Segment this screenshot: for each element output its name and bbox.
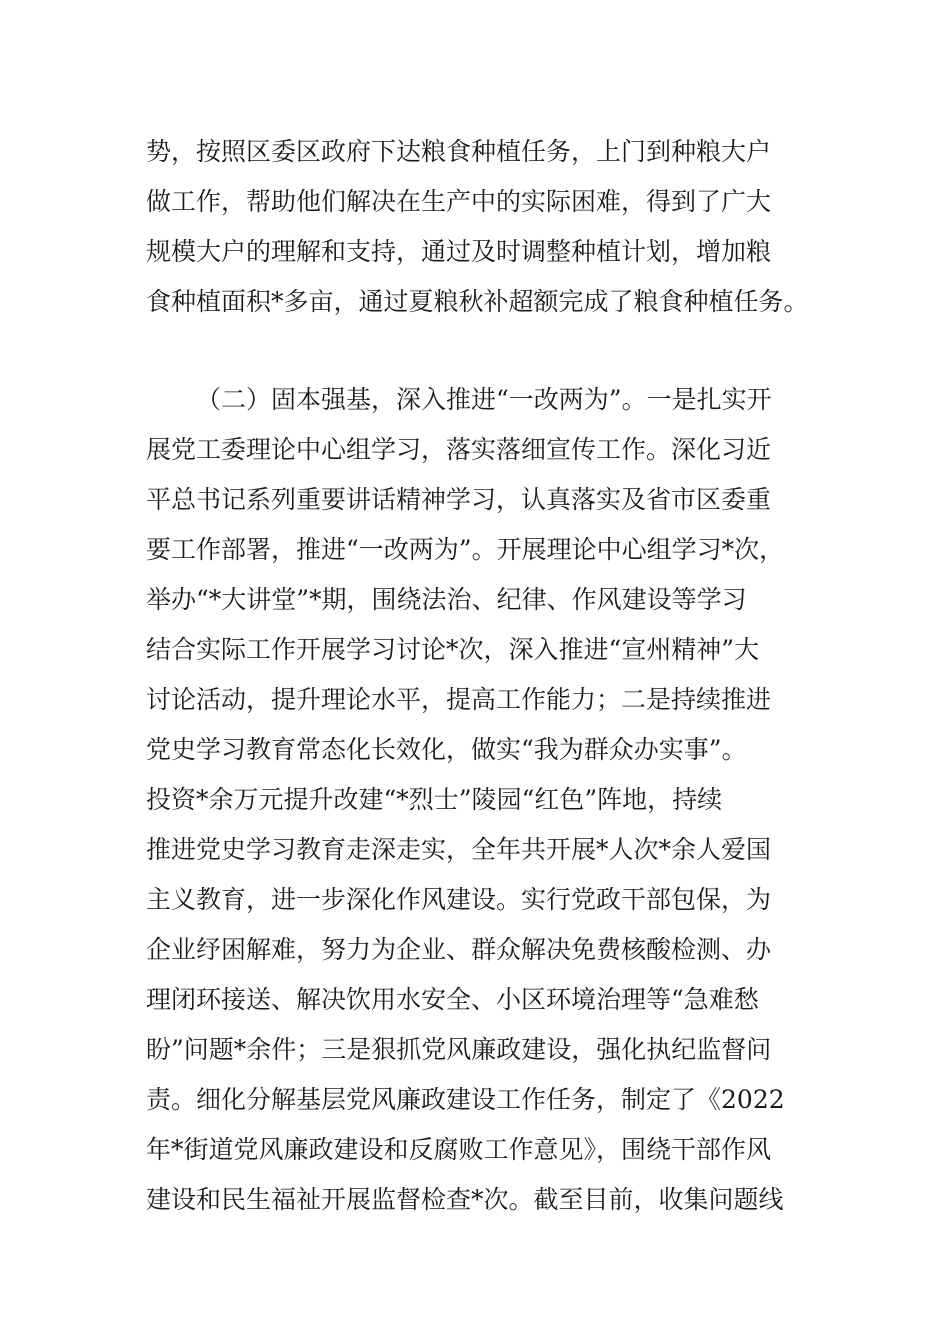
paragraph-2-line-15: 责。细化分解基层党风廉政建设工作任务，制定了《2022 (146, 1085, 785, 1114)
paragraph-2-line-12: 企业纾困解难，努力为企业、群众解决免费核酸检测、办 (146, 935, 772, 964)
paragraph-2-line-13: 理闭环接送、解决饮用水安全、小区环境治理等“急难愁 (146, 985, 759, 1014)
paragraph-1-line-2: 做工作，帮助他们解决在生产中的实际困难，得到了广大 (146, 187, 772, 216)
paragraph-2-line-6: 结合实际工作开展学习讨论*次，深入推进“宣州精神”大 (146, 635, 760, 664)
paragraph-2-line-10: 推进党史学习教育走深走实，全年共开展*人次*余人爱国 (146, 835, 772, 864)
paragraph-2-line-11: 主义教育，进一步深化作风建设。实行党政干部包保，为 (146, 885, 772, 914)
paragraph-1-line-3: 规模大户的理解和支持，通过及时调整种植计划，增加粮 (146, 237, 772, 266)
paragraph-2-line-16: 年*街道党风廉政建设和反腐败工作意见》，围绕干部作风 (146, 1135, 772, 1164)
paragraph-2-line-8: 党史学习教育常态化长效化，做实“我为群众办实事”。 (146, 735, 747, 764)
paragraph-2-line-7: 讨论活动，提升理论水平，提高工作能力；二是持续推进 (146, 685, 772, 714)
paragraph-2-line-14: 盼”问题*余件；三是狠抓党风廉政建设，强化执纪监督问 (146, 1035, 772, 1064)
paragraph-1-line-1: 势，按照区委区政府下达粮食种植任务，上门到种粮大户 (146, 137, 772, 166)
paragraph-2-line-1: （二）固本强基，深入推进“一改两为”。一是扎实开 (196, 385, 772, 414)
paragraph-2-line-5: 举办“*大讲堂”*期，围绕法治、纪律、作风建设等学习 (146, 585, 747, 614)
paragraph-1-line-4: 食种植面积*多亩，通过夏粮秋补超额完成了粮食种植任务。 (146, 287, 809, 316)
paragraph-2-line-9: 投资*余万元提升改建“*烈士”陵园“红色”阵地，持续 (146, 785, 723, 814)
paragraph-2-line-4: 要工作部署，推进“一改两为”。开展理论中心组学习*次， (146, 535, 785, 564)
paragraph-2-line-3: 平总书记系列重要讲话精神学习，认真落实及省市区委重 (146, 485, 772, 514)
paragraph-2-line-2: 展党工委理论中心组学习，落实落细宣传工作。深化习近 (146, 435, 772, 464)
paragraph-2-line-17: 建设和民生福祉开展监督检查*次。截至目前，收集问题线 (146, 1185, 784, 1214)
